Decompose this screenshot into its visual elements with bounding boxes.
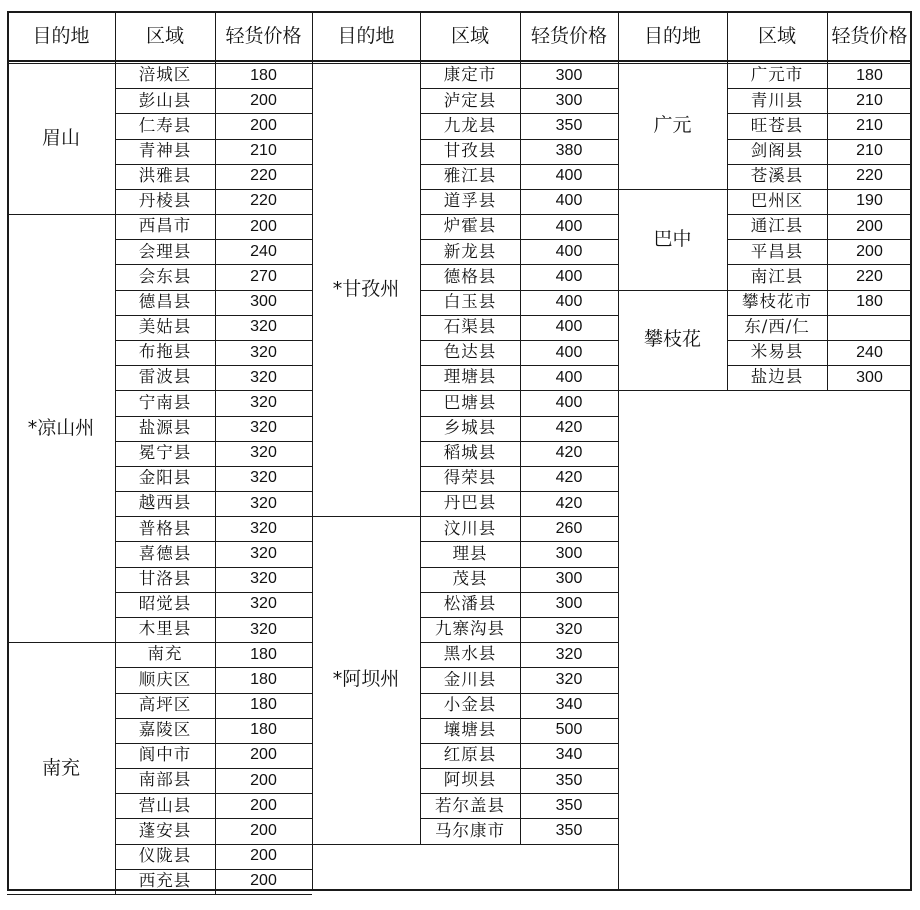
header-col-line xyxy=(420,11,421,63)
header-area: 区域 xyxy=(145,24,184,47)
price-cell: 320 xyxy=(250,494,277,512)
price-cell: 420 xyxy=(555,444,583,462)
area-cell: 新龙县 xyxy=(443,241,497,261)
area-cell: 炉霍县 xyxy=(443,216,497,236)
price-cell: 400 xyxy=(555,268,583,286)
area-cell: 乡城县 xyxy=(443,417,497,437)
area-cell: 青川县 xyxy=(750,90,804,110)
col-line xyxy=(520,516,521,844)
header-destination: 目的地 xyxy=(337,24,395,47)
area-cell: 雷波县 xyxy=(138,367,192,387)
area-cell: 阆中市 xyxy=(138,745,192,765)
area-cell: 苍溪县 xyxy=(750,166,804,186)
price-cell: 350 xyxy=(555,771,583,789)
price-cell: 200 xyxy=(250,796,277,814)
col-line xyxy=(215,642,216,895)
price-cell: 220 xyxy=(250,192,277,210)
area-cell: 德昌县 xyxy=(138,291,192,311)
price-cell: 180 xyxy=(250,721,277,739)
price-cell: 220 xyxy=(856,167,883,185)
col-line xyxy=(215,214,216,643)
price-cell: 300 xyxy=(856,368,883,386)
price-cell: 220 xyxy=(856,268,883,286)
header-destination: 目的地 xyxy=(643,24,701,47)
header-col-line xyxy=(727,11,728,63)
price-cell: 320 xyxy=(250,570,277,588)
group-line xyxy=(312,844,420,845)
price-cell: 350 xyxy=(555,116,583,134)
header-price: 轻货价格 xyxy=(530,24,607,47)
area-cell: 盐边县 xyxy=(750,367,804,387)
price-cell: 210 xyxy=(856,91,883,109)
col-line xyxy=(727,290,728,392)
col-line xyxy=(727,189,728,291)
col-line xyxy=(827,290,828,392)
price-cell: 260 xyxy=(555,519,583,537)
area-cell: 巴州区 xyxy=(750,191,804,211)
price-cell: 320 xyxy=(250,544,277,562)
area-cell: 仁寿县 xyxy=(138,115,192,135)
area-cell: 营山县 xyxy=(138,795,192,815)
area-cell: 德格县 xyxy=(443,266,497,286)
destination-cell: 广元 xyxy=(653,114,692,137)
area-cell: 会理县 xyxy=(138,241,192,261)
price-cell: 320 xyxy=(250,595,277,613)
area-cell: 白玉县 xyxy=(443,291,497,311)
price-cell: 400 xyxy=(555,318,583,336)
area-cell: 巴塘县 xyxy=(443,392,497,412)
area-cell: 喜德县 xyxy=(138,543,192,563)
area-cell: 广元市 xyxy=(750,65,804,85)
price-cell: 420 xyxy=(555,494,583,512)
area-cell: 壤塘县 xyxy=(443,720,497,739)
area-cell: 越西县 xyxy=(138,493,192,513)
area-cell: 平昌县 xyxy=(750,241,804,261)
area-cell: 昭觉县 xyxy=(138,594,192,614)
area-cell: 青神县 xyxy=(138,140,192,160)
price-cell: 300 xyxy=(555,544,583,562)
area-cell: 色达县 xyxy=(443,342,497,362)
area-cell: 冕宁县 xyxy=(138,443,192,463)
price-cell: 180 xyxy=(856,66,883,84)
price-cell: 400 xyxy=(555,368,583,386)
price-cell: 320 xyxy=(250,469,277,487)
price-cell: 210 xyxy=(856,142,883,160)
col-line xyxy=(115,214,116,643)
area-cell: 旺苍县 xyxy=(750,115,804,135)
group-line xyxy=(618,390,727,391)
area-cell: 通江县 xyxy=(750,216,804,236)
freight-price-table xyxy=(7,11,912,891)
price-cell: 300 xyxy=(555,66,583,84)
price-cell: 200 xyxy=(250,771,277,789)
area-cell: 洪雅县 xyxy=(138,166,192,186)
price-cell: 200 xyxy=(250,746,277,764)
price-cell: 320 xyxy=(250,318,277,336)
col-line xyxy=(827,189,828,291)
destination-cell: 巴中 xyxy=(653,227,692,250)
area-cell: 南部县 xyxy=(138,770,192,790)
price-cell: 320 xyxy=(250,444,277,462)
price-cell: 220 xyxy=(250,167,277,185)
destination-cell: *甘孜州 xyxy=(332,278,400,301)
header-area: 区域 xyxy=(450,24,489,47)
area-cell: 九寨沟县 xyxy=(435,619,505,639)
col-line xyxy=(420,516,421,844)
price-cell: 200 xyxy=(856,217,883,235)
price-cell: 200 xyxy=(250,116,277,134)
row-line xyxy=(115,894,312,895)
area-cell: 高坪区 xyxy=(138,694,192,714)
price-cell: 400 xyxy=(555,192,583,210)
header-price: 轻货价格 xyxy=(831,24,908,47)
area-cell: 理塘县 xyxy=(443,367,497,387)
price-cell: 300 xyxy=(555,570,583,588)
area-cell: 东/西/仁 xyxy=(744,317,810,337)
area-cell: 彭山县 xyxy=(138,90,192,110)
header-price: 轻货价格 xyxy=(225,24,302,47)
panel-divider xyxy=(312,11,314,63)
header-col-line xyxy=(827,11,828,63)
area-cell: 小金县 xyxy=(443,694,497,714)
panel-divider xyxy=(618,63,620,891)
area-cell: 蓬安县 xyxy=(138,820,192,840)
area-cell: 汶川县 xyxy=(443,518,497,538)
area-cell: 布拖县 xyxy=(138,342,192,362)
price-cell: 210 xyxy=(856,116,883,134)
price-cell: 200 xyxy=(856,242,883,260)
area-cell: 丹巴县 xyxy=(443,493,497,513)
area-cell: 松潘县 xyxy=(443,594,497,614)
destination-cell: 攀枝花 xyxy=(643,328,701,351)
price-cell: 180 xyxy=(250,670,277,688)
area-cell: 美姑县 xyxy=(138,317,192,337)
price-cell: 200 xyxy=(250,217,277,235)
col-line xyxy=(727,63,728,190)
area-cell: 泸定县 xyxy=(443,90,497,110)
header-col-line xyxy=(520,11,521,63)
area-cell: 嘉陵区 xyxy=(138,720,192,739)
area-cell: 木里县 xyxy=(138,619,192,639)
price-cell: 350 xyxy=(555,796,583,814)
header-col-line xyxy=(115,11,116,63)
area-cell: 马尔康市 xyxy=(435,820,505,840)
price-cell xyxy=(827,315,912,340)
price-cell: 320 xyxy=(250,519,277,537)
panel-divider xyxy=(312,63,314,891)
area-cell: 普格县 xyxy=(138,518,192,538)
price-cell: 200 xyxy=(250,821,277,839)
area-cell: 若尔盖县 xyxy=(435,795,505,815)
price-cell: 270 xyxy=(250,268,277,286)
price-cell: 340 xyxy=(555,696,583,714)
price-cell: 300 xyxy=(250,293,277,311)
area-cell: 康定市 xyxy=(443,65,497,85)
area-cell: 金阳县 xyxy=(138,468,192,488)
price-cell: 300 xyxy=(555,91,583,109)
price-cell: 320 xyxy=(555,620,583,638)
area-cell: 九龙县 xyxy=(443,115,497,135)
area-cell: 理县 xyxy=(452,543,488,563)
area-cell: 茂县 xyxy=(452,568,488,588)
row-line xyxy=(420,844,618,845)
price-cell: 320 xyxy=(250,620,277,638)
area-cell: 西昌市 xyxy=(138,216,192,236)
price-cell: 420 xyxy=(555,469,583,487)
price-cell: 400 xyxy=(555,167,583,185)
price-cell: 200 xyxy=(250,872,277,890)
destination-cell: *凉山州 xyxy=(27,416,95,439)
area-cell: 会东县 xyxy=(138,266,192,286)
price-cell: 400 xyxy=(555,393,583,411)
destination-cell: 南充 xyxy=(41,756,80,779)
area-cell: 盐源县 xyxy=(138,417,192,437)
area-cell: 剑阁县 xyxy=(750,140,804,160)
col-line xyxy=(827,63,828,190)
area-cell: 黑水县 xyxy=(443,644,497,664)
price-cell: 340 xyxy=(555,746,583,764)
col-line xyxy=(520,63,521,517)
area-cell: 丹棱县 xyxy=(138,191,192,211)
price-cell: 500 xyxy=(555,721,583,739)
price-cell: 240 xyxy=(250,242,277,260)
area-cell: 攀枝花市 xyxy=(742,291,812,311)
area-cell: 米易县 xyxy=(750,342,804,362)
price-cell: 320 xyxy=(250,393,277,411)
row-line xyxy=(727,390,912,391)
price-cell: 180 xyxy=(250,66,277,84)
area-cell: 西充县 xyxy=(138,871,192,891)
price-cell: 180 xyxy=(250,645,277,663)
group-line xyxy=(7,894,115,895)
col-line xyxy=(215,63,216,215)
price-cell: 190 xyxy=(856,192,883,210)
price-cell: 240 xyxy=(856,343,883,361)
area-cell: 仪陇县 xyxy=(138,845,192,865)
price-cell: 320 xyxy=(555,645,583,663)
area-cell: 石渠县 xyxy=(443,317,497,337)
area-cell: 阿坝县 xyxy=(443,770,497,790)
price-cell: 320 xyxy=(250,343,277,361)
area-cell: 南江县 xyxy=(750,266,804,286)
price-cell: 320 xyxy=(250,368,277,386)
area-cell: 得荣县 xyxy=(443,468,497,488)
area-cell: 红原县 xyxy=(443,745,497,765)
price-cell: 180 xyxy=(250,696,277,714)
price-cell: 380 xyxy=(555,142,583,160)
col-line xyxy=(115,642,116,895)
header-col-line xyxy=(215,11,216,63)
price-cell: 400 xyxy=(555,293,583,311)
area-cell: 涪城区 xyxy=(138,65,192,85)
col-line xyxy=(420,63,421,517)
area-cell: 甘孜县 xyxy=(443,140,497,160)
price-cell: 210 xyxy=(250,142,277,160)
area-cell: 雅江县 xyxy=(443,166,497,186)
col-line xyxy=(115,63,116,215)
area-cell: 稻城县 xyxy=(443,443,497,463)
price-cell: 320 xyxy=(555,670,583,688)
area-cell: 道孚县 xyxy=(443,191,497,211)
price-cell: 420 xyxy=(555,419,583,437)
header-destination: 目的地 xyxy=(32,24,90,47)
destination-cell: *阿坝州 xyxy=(332,668,400,691)
price-cell: 320 xyxy=(250,419,277,437)
price-cell: 400 xyxy=(555,217,583,235)
price-cell: 300 xyxy=(555,595,583,613)
price-cell: 200 xyxy=(250,91,277,109)
price-cell: 350 xyxy=(555,821,583,839)
destination-cell: 眉山 xyxy=(41,127,80,150)
header-area: 区域 xyxy=(757,24,796,47)
area-cell: 宁南县 xyxy=(138,392,192,412)
panel-divider xyxy=(618,11,620,63)
area-cell: 金川县 xyxy=(443,669,497,689)
area-cell: 顺庆区 xyxy=(138,669,192,689)
price-cell: 200 xyxy=(250,847,277,865)
area-cell: 甘洛县 xyxy=(138,568,192,588)
area-cell: 南充 xyxy=(147,644,183,664)
price-cell: 400 xyxy=(555,343,583,361)
price-cell: 180 xyxy=(856,293,883,311)
price-cell: 400 xyxy=(555,242,583,260)
